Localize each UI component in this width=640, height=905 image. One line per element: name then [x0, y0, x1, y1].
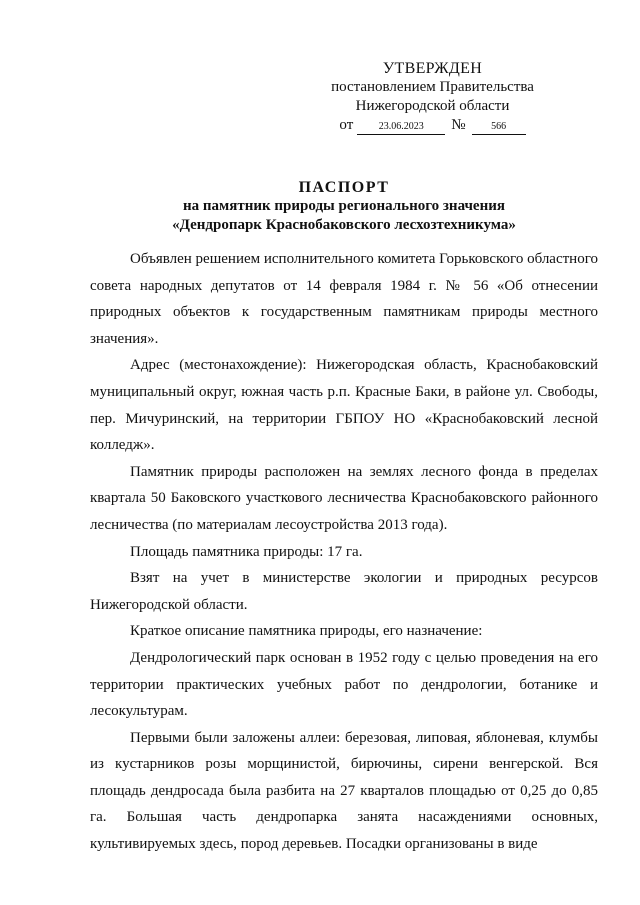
paragraph-area: Площадь памятника природы: 17 га.: [130, 543, 363, 560]
approval-date-line: [330, 116, 535, 135]
document-body: [90, 246, 598, 858]
approval-from-label: от: [339, 117, 354, 133]
paragraph-location: Памятник природы расположен на землях лесного фонда в пределах квартала 50 Баковского участкового лесничества Краснобаковского районного лесничества (по материалам лесоустройства 2013 года).: [90, 463, 598, 533]
approval-block: [330, 59, 535, 135]
paragraph-alleys: Первыми были заложены аллеи: березовая, липовая, яблоневая, клумбы из кустарников розы морщинистой, бирючины, сирени венгерской. Вся площадь дендросада была разбита на 27 кварталов площадью от 0,25 до 0,85 га. Большая часть дендропарка занята насаждениями основных, культивируемых здесь, пород деревьев. Посадки организованы в виде: [90, 729, 598, 853]
approval-number: 566: [472, 121, 526, 135]
paragraph-registration: Взят на учет в министерстве экологии и природных ресурсов Нижегородской области.: [90, 570, 598, 613]
passport-object-name: «Дендропарк Краснобаковского лесхозтехникума»: [172, 217, 516, 233]
approval-heading: УТВЕРЖДЕН: [382, 60, 483, 77]
passport-heading: ПАСПОРТ: [298, 179, 390, 196]
paragraph-declared: Объявлен решением исполнительного комитета Горьковского областного совета народных депутатов от 14 февраля 1984 г. № 56 «Об отнесении природных объектов к государственным памятникам природы местного значения».: [90, 251, 598, 347]
approval-line-1: постановлением Правительства: [331, 79, 534, 95]
paragraph-history: Дендрологический парк основан в 1952 году с целью проведения на его территории практических учебных работ по дендрологии, ботанике и лесокультурам.: [90, 649, 598, 720]
approval-line-2: Нижегородской области: [355, 98, 510, 114]
passport-title-block: [90, 178, 598, 235]
passport-subtitle: на памятник природы регионального значения: [183, 198, 505, 214]
paragraph-address: Адрес (местонахождение): Нижегородская область, Краснобаковский муниципальный округ, южная часть р.п. Красные Баки, в районе ул. Свободы, пер. Мичуринский, на территории ГБПОУ НО «Краснобаковский лесной колледж».: [90, 357, 598, 454]
approval-date: 23.06.2023: [357, 121, 445, 135]
approval-number-label: №: [451, 117, 466, 133]
paragraph-description-heading: Краткое описание памятника природы, его назначение:: [130, 623, 483, 640]
